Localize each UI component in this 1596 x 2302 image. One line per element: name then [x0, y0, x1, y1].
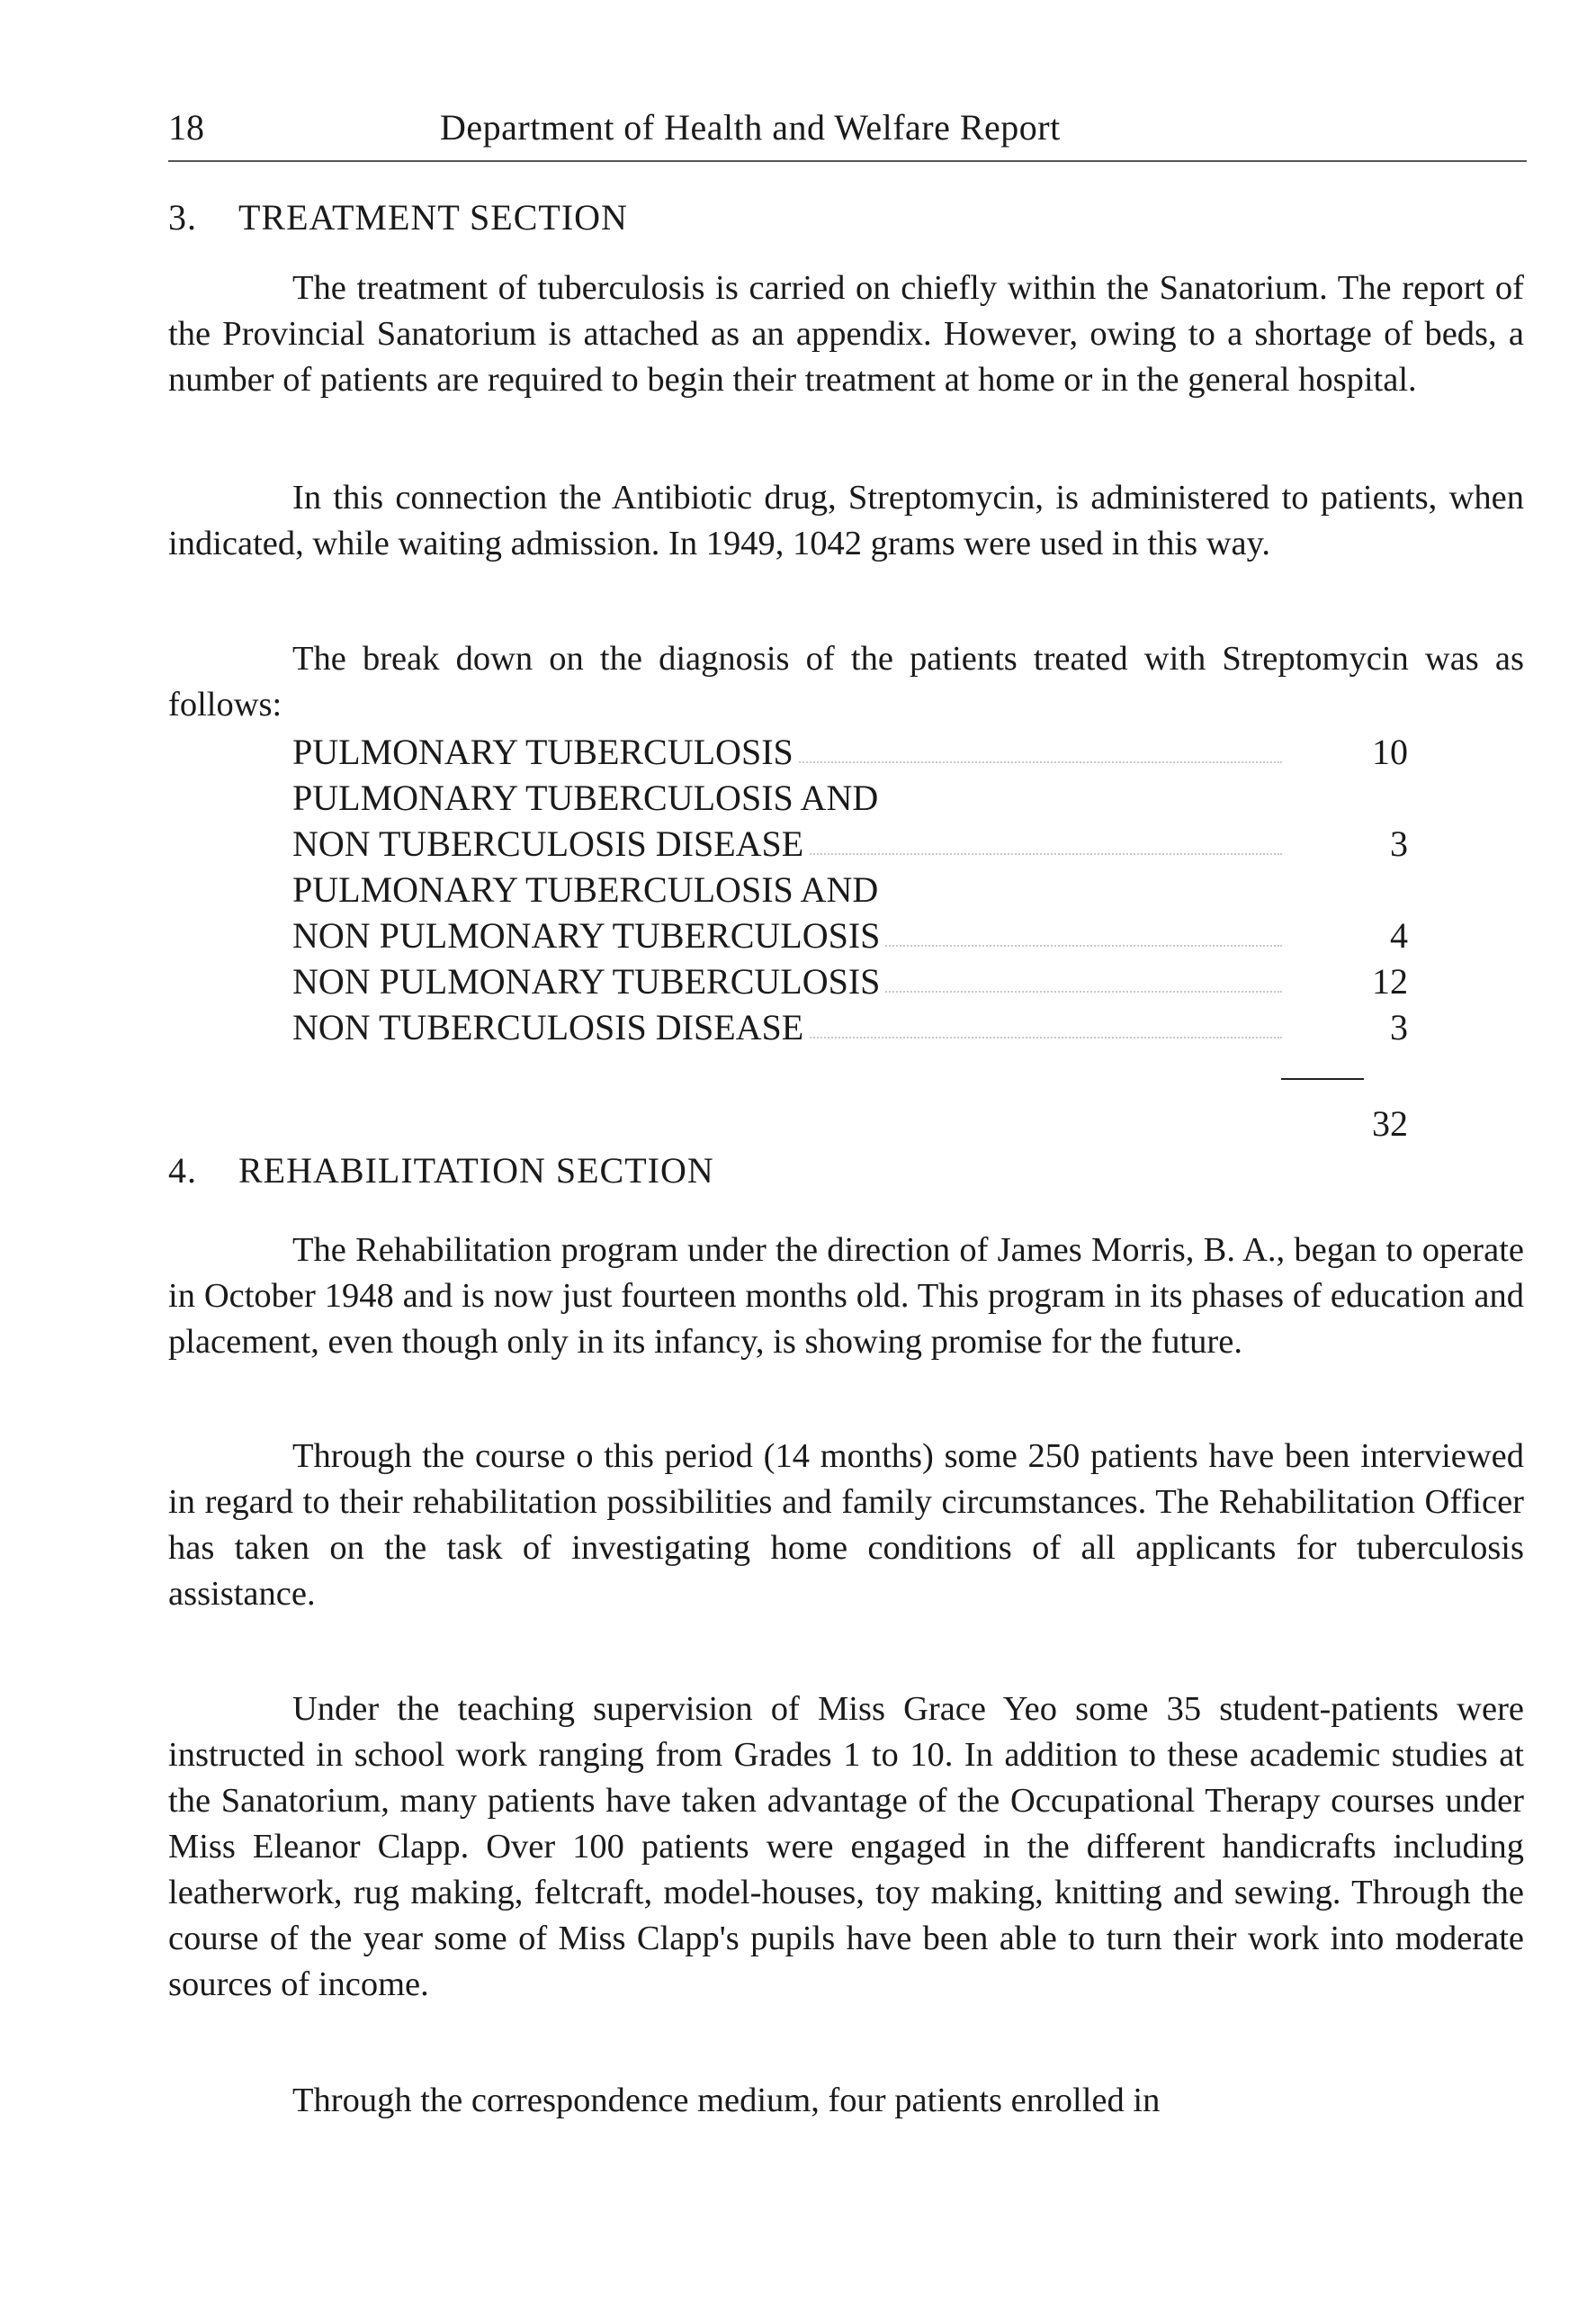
page-number: 18: [168, 107, 204, 148]
table-row: [292, 958, 1408, 1004]
paragraph: Through the correspondence medium, four patients enrolled in: [292, 2082, 1161, 2119]
total-rule: [1281, 1078, 1364, 1080]
diagnosis-count: 12: [1372, 961, 1408, 1002]
table-row: [292, 867, 1408, 913]
table-row: [292, 821, 1408, 867]
diagnosis-label: PULMONARY TUBERCULOSIS AND: [292, 867, 883, 913]
running-head: Department of Health and Welfare Report: [440, 107, 1061, 148]
section-heading-treatment: [168, 196, 628, 238]
diagnosis-label: NON TUBERCULOSIS DISEASE: [292, 821, 809, 867]
paragraph: The break down on the diagnosis of the patients treated with Streptomycin was as follows:: [168, 640, 1524, 724]
paragraph: Through the course o this period (14 months) some 250 patients have been interviewed in regard to their rehabilitation possibilities and family circumstances. The Rehabilitation Officer has taken on the task of investigating home conditions of all applicants for tuberculosis assistance.: [168, 1437, 1524, 1613]
page-header: [168, 106, 1527, 162]
diagnosis-label: NON PULMONARY TUBERCULOSIS: [292, 913, 885, 958]
diagnosis-label: PULMONARY TUBERCULOSIS: [292, 729, 799, 775]
paragraph: The treatment of tuberculosis is carried on chiefly within the Sanatorium. The report of the Provincial Sanatorium is attached as an appendix. However, owing to a shortage of beds, a number of patients are required to begin their treatment at home or in the general hospital.: [168, 269, 1524, 399]
section-title: TREATMENT SECTION: [238, 197, 628, 238]
section-heading-rehabilitation: [168, 1149, 714, 1191]
section-number: 3.: [168, 197, 197, 238]
table-row: [292, 1004, 1408, 1050]
paragraph: The Rehabilitation program under the direction of James Morris, B. A., began to operate in October 1948 and is now just fourteen months old. This program in its phases of education and placement, even though only in its infancy, is showing promise for the future.: [168, 1231, 1524, 1361]
table-row: [292, 913, 1408, 958]
diagnosis-count: 4: [1390, 915, 1408, 956]
diagnosis-table: [292, 729, 1408, 1050]
table-row: [292, 729, 1408, 775]
diagnosis-total: 32: [1372, 1103, 1408, 1144]
diagnosis-count: 3: [1390, 823, 1408, 864]
diagnosis-label: NON TUBERCULOSIS DISEASE: [292, 1004, 809, 1050]
section-title: REHABILITATION SECTION: [238, 1150, 714, 1191]
section-number: 4.: [168, 1150, 197, 1191]
diagnosis-label: PULMONARY TUBERCULOSIS AND: [292, 775, 883, 821]
table-row: [292, 775, 1408, 821]
diagnosis-count: 10: [1372, 732, 1408, 772]
paragraph: In this connection the Antibiotic drug, Streptomycin, is administered to patients, when indicated, while waiting admission. In 1949, 1042 grams were used in this way.: [168, 479, 1524, 562]
diagnosis-label: NON PULMONARY TUBERCULOSIS: [292, 958, 885, 1004]
paragraph: Under the teaching supervision of Miss Grace Yeo some 35 student-patients were instructed in school work ranging from Grades 1 to 10. In addition to these academic studies at the Sanatorium, many patients have taken advantage of the Occupational Therapy courses under Miss Eleanor Clapp. Over 100 patients were engaged in the different handicrafts including leatherwork, rug making, feltcraft, model-houses, toy making, knitting and sewing. Through the course of the year some of Miss Clapp's pupils have been able to turn their work into moderate sources of income.: [168, 1690, 1524, 2003]
diagnosis-count: 3: [1390, 1007, 1408, 1048]
